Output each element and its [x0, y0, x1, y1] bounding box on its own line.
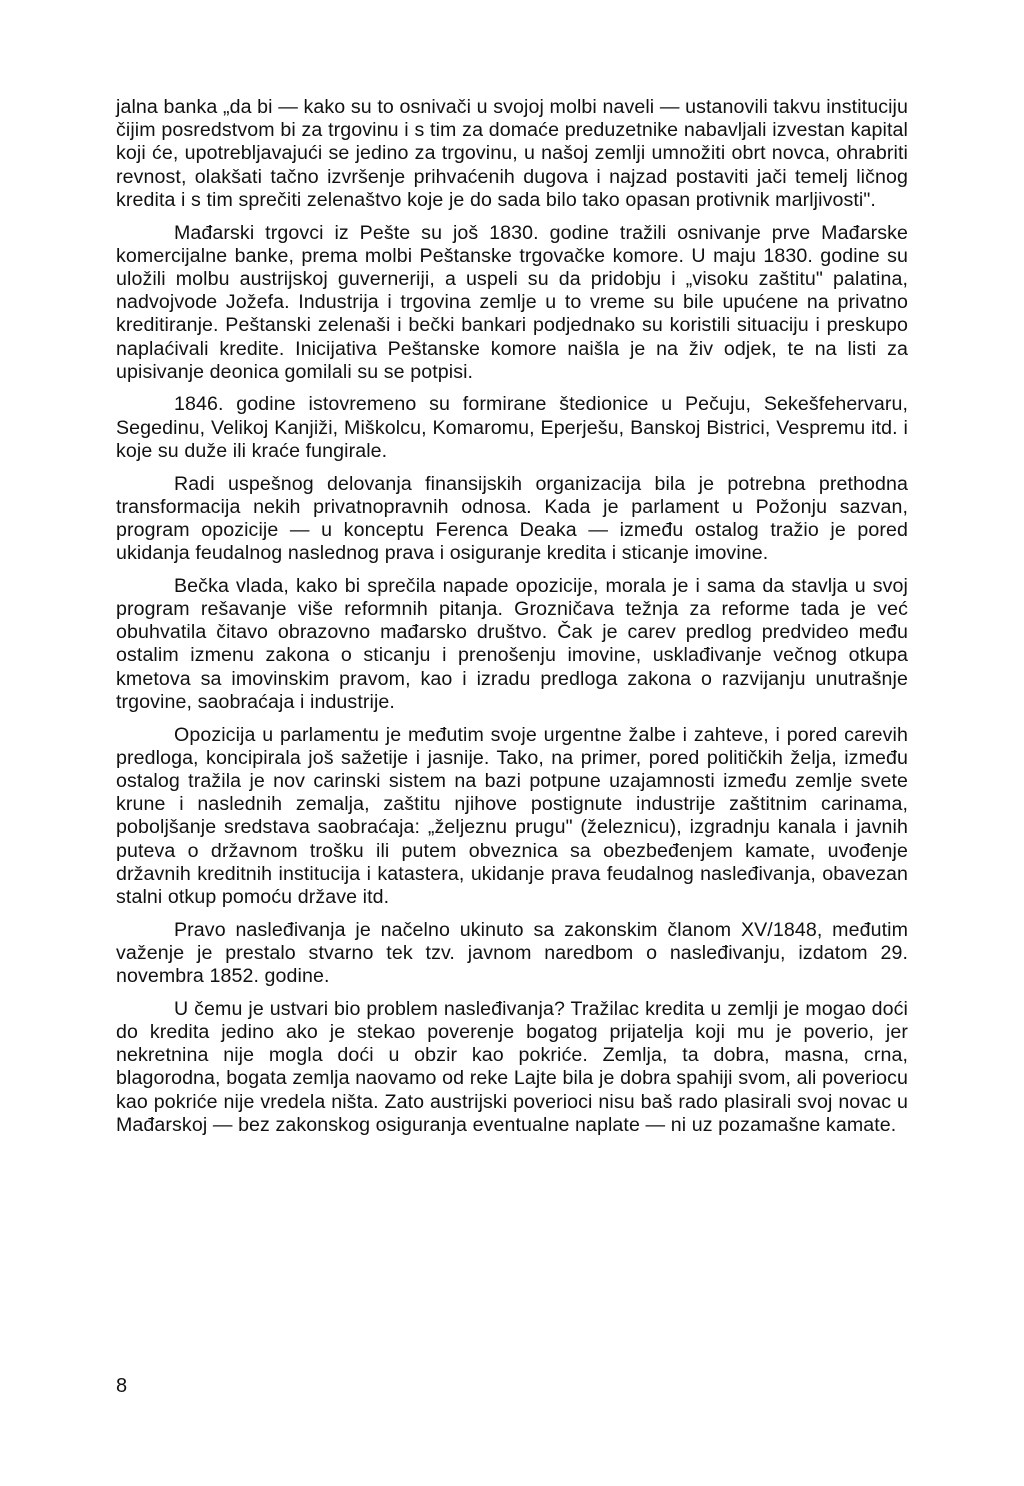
paragraph-7: Pravo nasleđivanja je načelno ukinuto sa zakonskim članom XV/1848, međutim važenje je prestalo stvarno tek tzv. javnom naredbom o nasleđivanju, izdatom 29. novembra 1852. godine. [116, 918, 908, 988]
paragraph-5: Bečka vlada, kako bi sprečila napade opozicije, morala je i sama da stavlja u svoj program rešavanje više reformnih pitanja. Grozničava težnja za reforme tada je već obuhvatila čitavo obrazovno mađarsko društvo. Čak je carev predlog predvideo među ostalim izmenu zakona o sticanju i prenošenju imovine, usklađivanje večnog otkupa kmetova sa imovinskim pravom, kao i izradu predloga zakona o razvijanju unutrašnje trgovine, saobraćaja i industrije. [116, 574, 908, 713]
paragraph-4: Radi uspešnog delovanja finansijskih organizacija bila je potrebna prethodna transformacija nekih privatnopravnih odnosa. Kada je parlament u Požonju sazvan, program opozicije — u konceptu Ferenca Deaka — između ostalog tražio je pored ukidanja feudalnog naslednog prava i osiguranje kredita i sticanje imovine. [116, 472, 908, 565]
body-text [116, 96, 908, 1147]
page-number: 8 [116, 1375, 128, 1397]
paragraph-1: jalna banka „da bi — kako su to osnivači u svojoj molbi naveli — ustanovili takvu instituciju čijim posredstvom bi za trgovinu i s tim za domaće preduzetnike nabavljali izvestan kapital koji će, upotrebljavajući se jedino za trgovinu, u našoj zemlji umnožiti obrt novca, ohrabriti revnost, olakšati tačno izvršenje prihvaćenih dugova i najzad postaviti jači temelj ličnog kredita i s tim sprečiti zelenaštvo koje je do sada bilo tako opasan protivnik marljivosti". [116, 96, 908, 211]
paragraph-3: 1846. godine istovremeno su formirane štedionice u Pečuju, Sekešfehervaru, Segedinu, Velikoj Kanjiži, Miškolcu, Komaromu, Eperješu, Banskoj Bistrici, Vespremu itd. i koje su duže ili kraće fungirale. [116, 393, 908, 462]
paragraph-2: Mađarski trgovci iz Pešte su još 1830. godine tražili osnivanje prve Mađarske komercijalne banke, prema molbi Peštanske trgovačke komore. U maju 1830. godine su uložili molbu austrijskoj guverneriji, a uspeli su da pridobju i „visoku zaštitu" palatina, nadvojvode Jožefa. Industrija i trgovina zemlje u to vreme su bile upućene na privatno kreditiranje. Peštanski zelenaši i bečki bankari podjednako su koristili situaciju i preskupo naplaćivali kredite. Inicijativa Peštanske komore naišla je na živ odjek, te na listi za upisivanje deonica gomilali su se potpisi. [116, 221, 908, 383]
paragraph-6: Opozicija u parlamentu je međutim svoje urgentne žalbe i zahteve, i pored carevih predloga, koncipirala još sažetije i jasnije. Tako, na primer, pored političkih želja, između ostalog tražila je nov carinski sistem na bazi potpune uzajamnosti između zemlje svete krune i naslednih zemalja, zaštitu njihove postignute industrije zaštitnim carinama, poboljšanje sredstava saobraćaja: „željeznu prugu" (železnicu), izgradnju kanala i javnih puteva o državnom trošku ili putem obveznica sa obezbeđenjem kamate, uvođenje državnih kreditnih institucija i katastera, ukidanje prava feudalnog nasleđivanja, obavezan stalni otkup pomoću države itd. [116, 723, 908, 908]
paragraph-8: U čemu je ustvari bio problem nasleđivanja? Tražilac kredita u zemlji je mogao doći do kredita jedino ako je stekao poverenje bogatog prijatelja koji mu je poverio, jer nekretnina nije mogla doći u obzir kao pokriće. Zemlja, ta dobra, masna, crna, blagorodna, bogata zemlja naovamo od reke Lajte bila je dobra spahiji svom, ali poveriocu kao pokriće nije vredela ništa. Zato austrijski poverioci nisu baš rado plasirali svoj novac u Mađarskoj — bez zakonskog osiguranja eventualne naplate — ni uz pozamašne kamate. [116, 997, 908, 1136]
